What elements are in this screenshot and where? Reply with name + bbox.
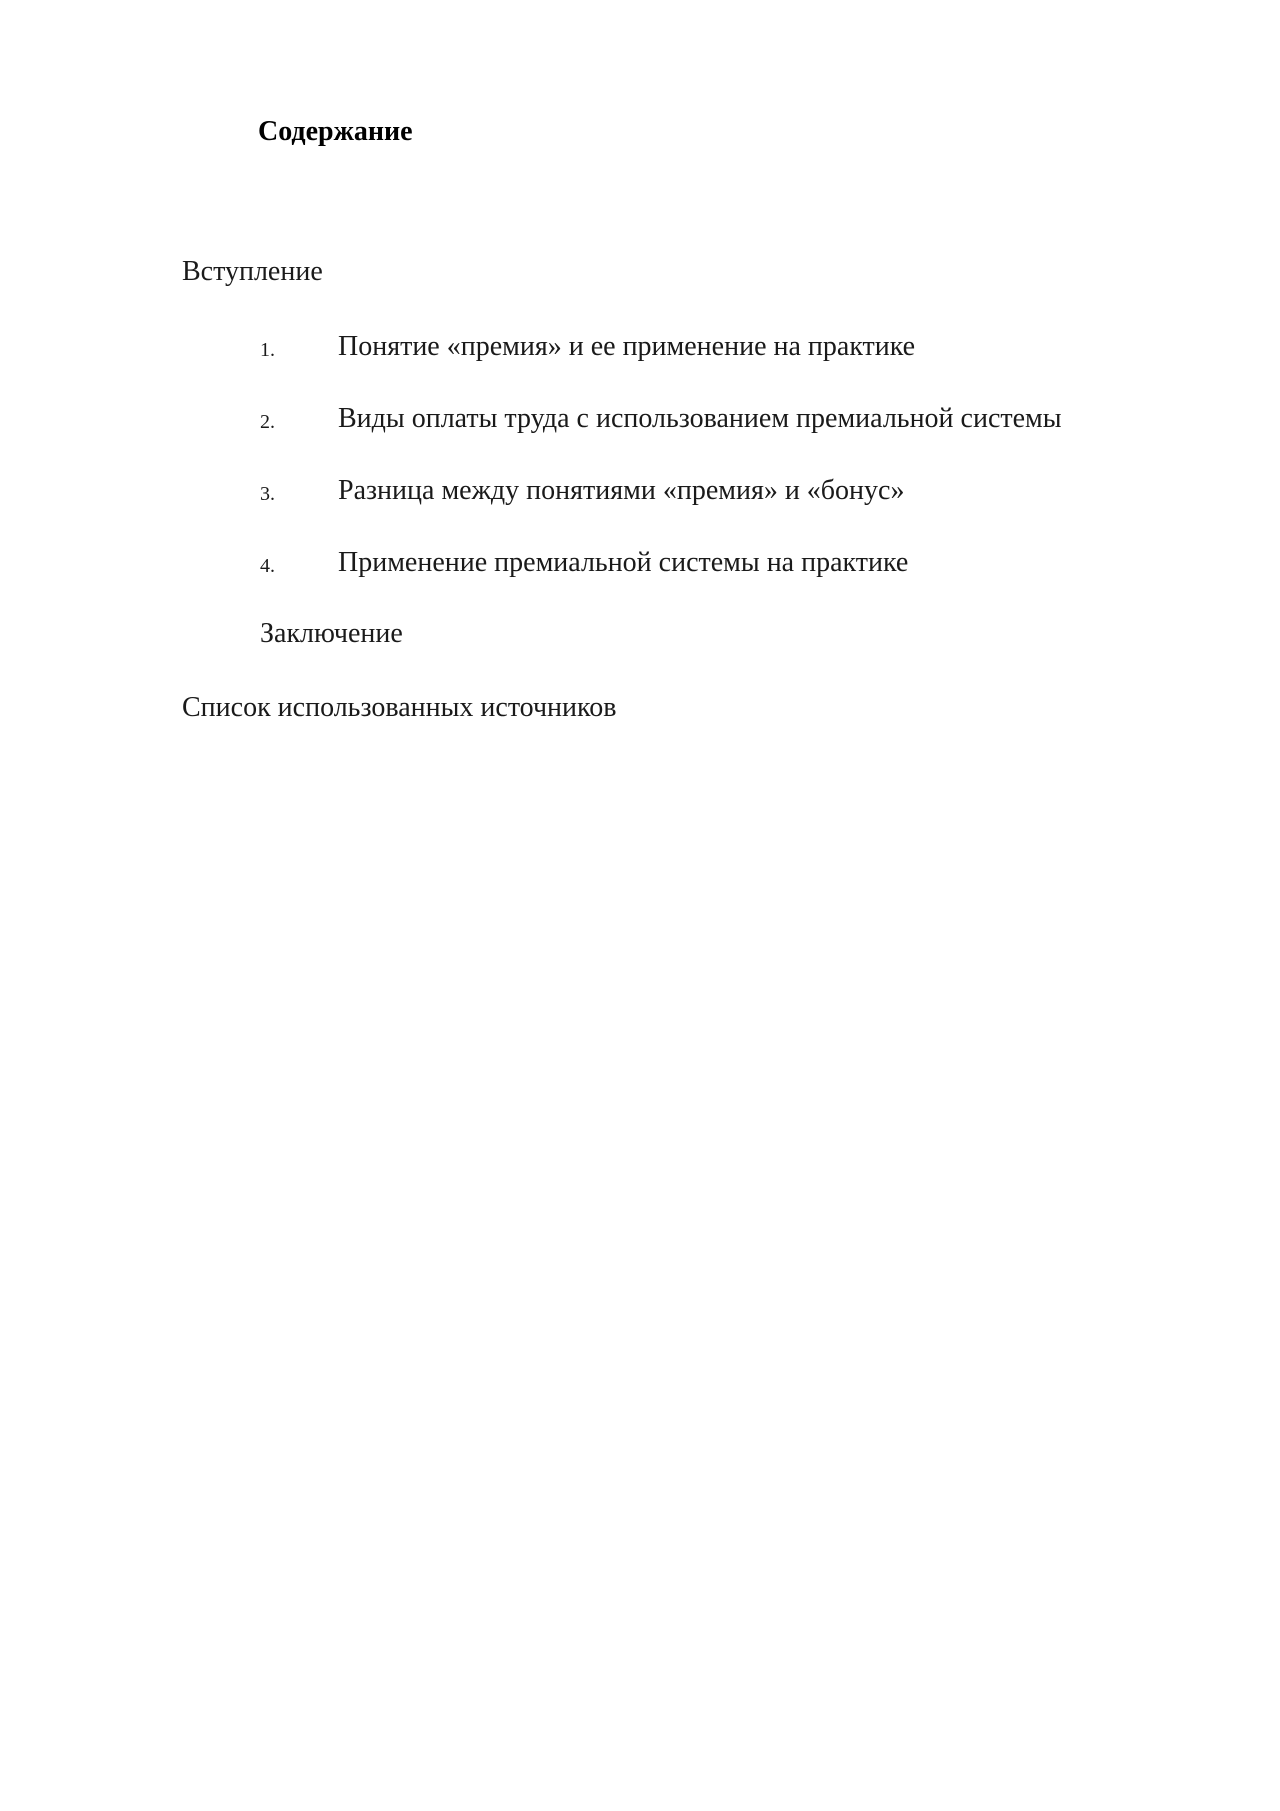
toc-item-number: 1. <box>260 339 275 361</box>
toc-item-number: 3. <box>260 483 275 505</box>
toc-item-text: Понятие «премия» и ее применение на практике <box>338 331 916 362</box>
toc-item-text: Применение премиальной системы на практике <box>338 547 909 578</box>
toc-item-text: Виды оплаты труда с использованием премиальной системы <box>338 403 1062 434</box>
toc-entry-intro: Вступление <box>182 256 323 287</box>
page-title: Содержание <box>258 116 413 147</box>
toc-entry-sources: Список использованных источников <box>182 692 617 723</box>
toc-entry-conclusion: Заключение <box>260 618 403 649</box>
toc-item-number: 4. <box>260 555 275 577</box>
toc-item-text: Разница между понятиями «премия» и «бонус» <box>338 475 905 506</box>
toc-item-number: 2. <box>260 411 275 433</box>
